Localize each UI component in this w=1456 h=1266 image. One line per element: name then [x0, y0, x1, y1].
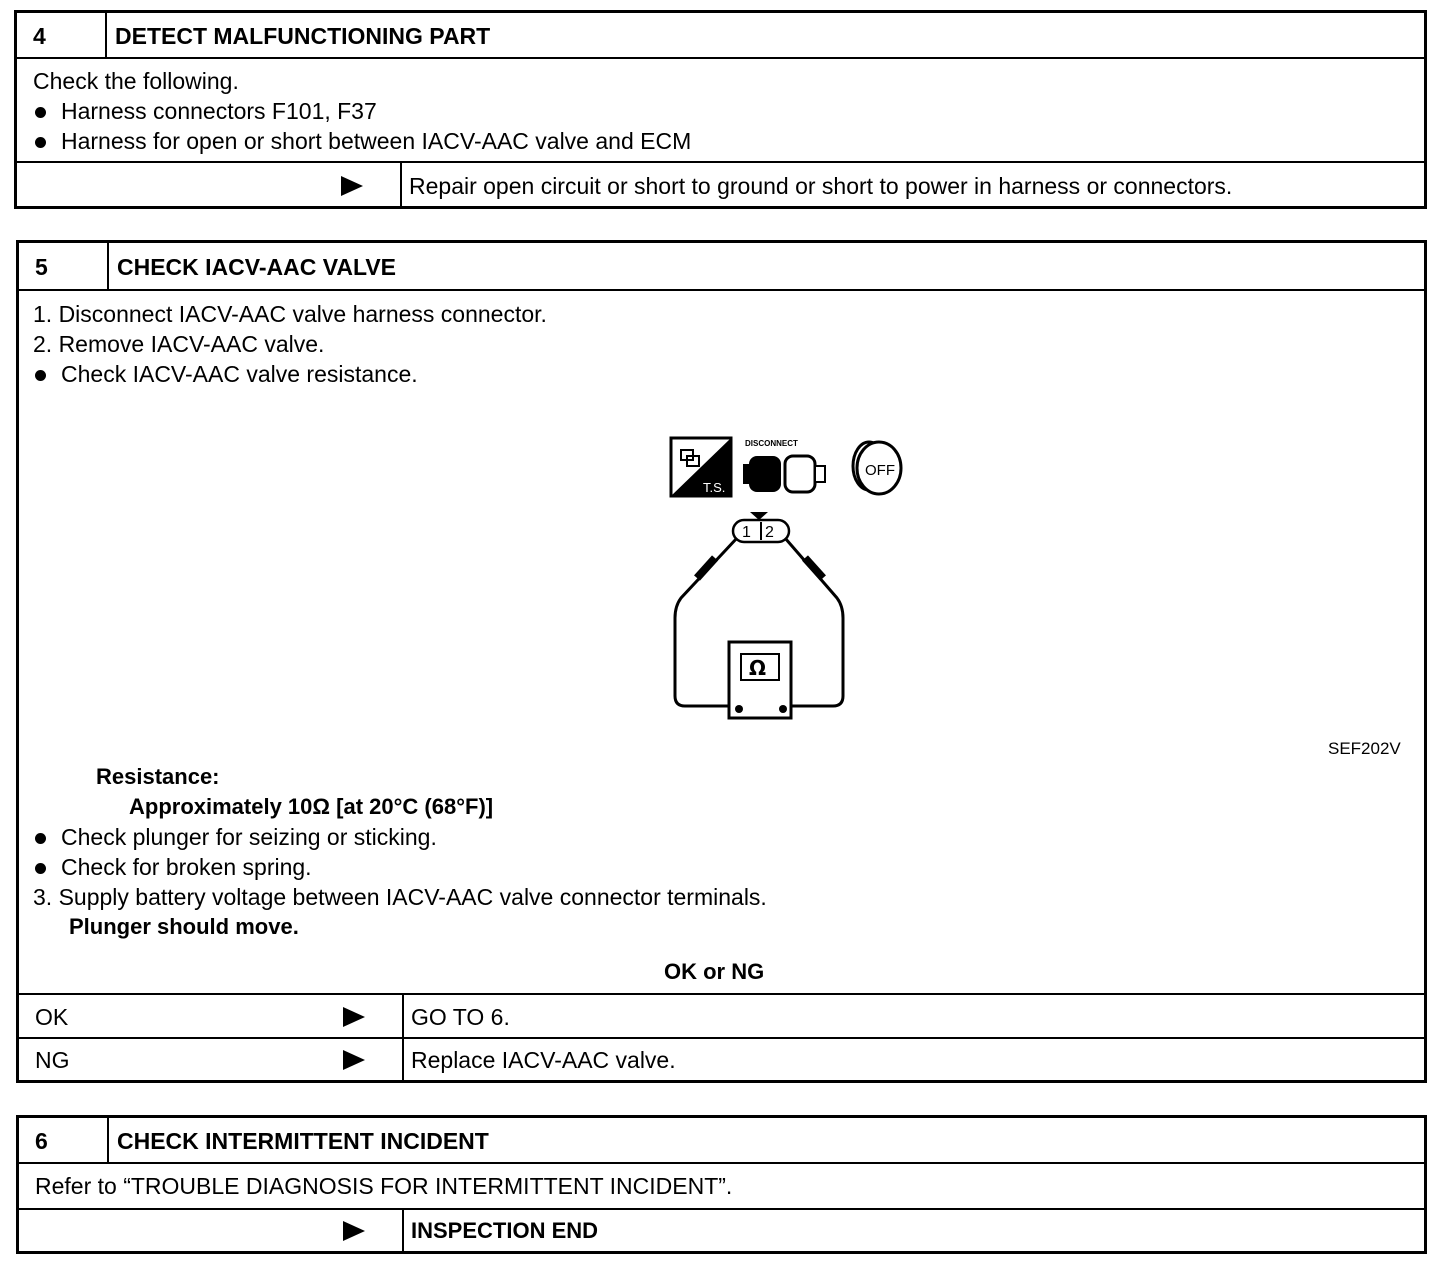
bullet-text: Check IACV-AAC valve resistance. [61, 361, 418, 387]
resistance-value: Approximately 10Ω [at 20°C (68°F)] [129, 794, 494, 819]
step-4-header [17, 13, 1424, 59]
divider [400, 163, 402, 206]
ok-row [19, 993, 1424, 1037]
connector [733, 512, 789, 542]
step-number: 6 [35, 1128, 48, 1154]
divider [107, 243, 109, 289]
bullet-text: Harness connectors F101, F37 [61, 98, 377, 124]
ts-icon [671, 438, 731, 496]
arrow-right-icon [343, 1050, 365, 1070]
step-6-action-row [19, 1208, 1424, 1251]
terminal-1-label: 1 [742, 524, 751, 541]
resistance-label: Resistance: [96, 764, 220, 789]
resistance-check-figure [649, 428, 939, 733]
instruction-line: 3. Supply battery voltage between IACV-AAC valve connector terminals. [33, 884, 767, 910]
ohmmeter-icon [729, 642, 791, 718]
result-text: INSPECTION END [411, 1218, 599, 1243]
step-6-box [16, 1115, 1427, 1254]
instruction-line: 1. Disconnect IACV-AAC valve harness connector. [33, 301, 547, 327]
divider [105, 13, 107, 57]
instruction-note: Plunger should move. [69, 914, 299, 939]
step-title: DETECT MALFUNCTIONING PART [115, 23, 491, 49]
bullet-icon [35, 137, 46, 148]
step-6-header [19, 1118, 1424, 1164]
step-title: CHECK IACV-AAC VALVE [117, 254, 396, 280]
bullet-icon [35, 370, 46, 381]
figure-code: SEF202V [1328, 739, 1401, 758]
step-number: 4 [33, 23, 46, 49]
ok-result: GO TO 6. [411, 1004, 510, 1030]
divider [402, 1210, 404, 1251]
bullet-icon [35, 863, 46, 874]
disconnect-icon [743, 439, 825, 492]
arrow-right-icon [343, 1007, 365, 1027]
step-4-action-row [17, 161, 1424, 206]
result-text: Repair open circuit or short to ground or short to power in harness or connectors. [409, 173, 1233, 199]
instruction-line: 2. Remove IACV-AAC valve. [33, 331, 325, 357]
step-title: CHECK INTERMITTENT INCIDENT [117, 1128, 489, 1154]
bullet-text: Check plunger for seizing or sticking. [61, 824, 437, 850]
ng-row [19, 1037, 1424, 1080]
step-number: 5 [35, 254, 48, 280]
step-5-box [16, 240, 1427, 1083]
off-label: OFF [865, 462, 895, 479]
divider [402, 1039, 404, 1080]
divider [402, 995, 404, 1037]
divider [107, 1118, 109, 1162]
bullet-text: Check for broken spring. [61, 854, 312, 880]
refer-text: Refer to “TROUBLE DIAGNOSIS FOR INTERMITTENT INCIDENT”. [35, 1173, 733, 1199]
ignition-off-icon [853, 442, 901, 494]
ng-result: Replace IACV-AAC valve. [411, 1047, 676, 1073]
intro-text: Check the following. [33, 68, 239, 94]
ng-label: NG [35, 1047, 70, 1073]
disconnect-label: DISCONNECT [745, 439, 798, 448]
step-4-box [14, 10, 1427, 209]
ok-label: OK [35, 1004, 69, 1030]
terminal-2-label: 2 [765, 524, 774, 541]
step-5-header [19, 243, 1424, 291]
ok-ng-title: OK or NG [664, 959, 765, 984]
bullet-icon [35, 107, 46, 118]
ts-label: T.S. [703, 480, 726, 495]
bullet-icon [35, 833, 46, 844]
bullet-text: Harness for open or short between IACV-AAC valve and ECM [61, 128, 692, 154]
ohm-symbol: Ω [749, 656, 767, 680]
arrow-right-icon [343, 1221, 365, 1241]
arrow-right-icon [341, 176, 363, 196]
